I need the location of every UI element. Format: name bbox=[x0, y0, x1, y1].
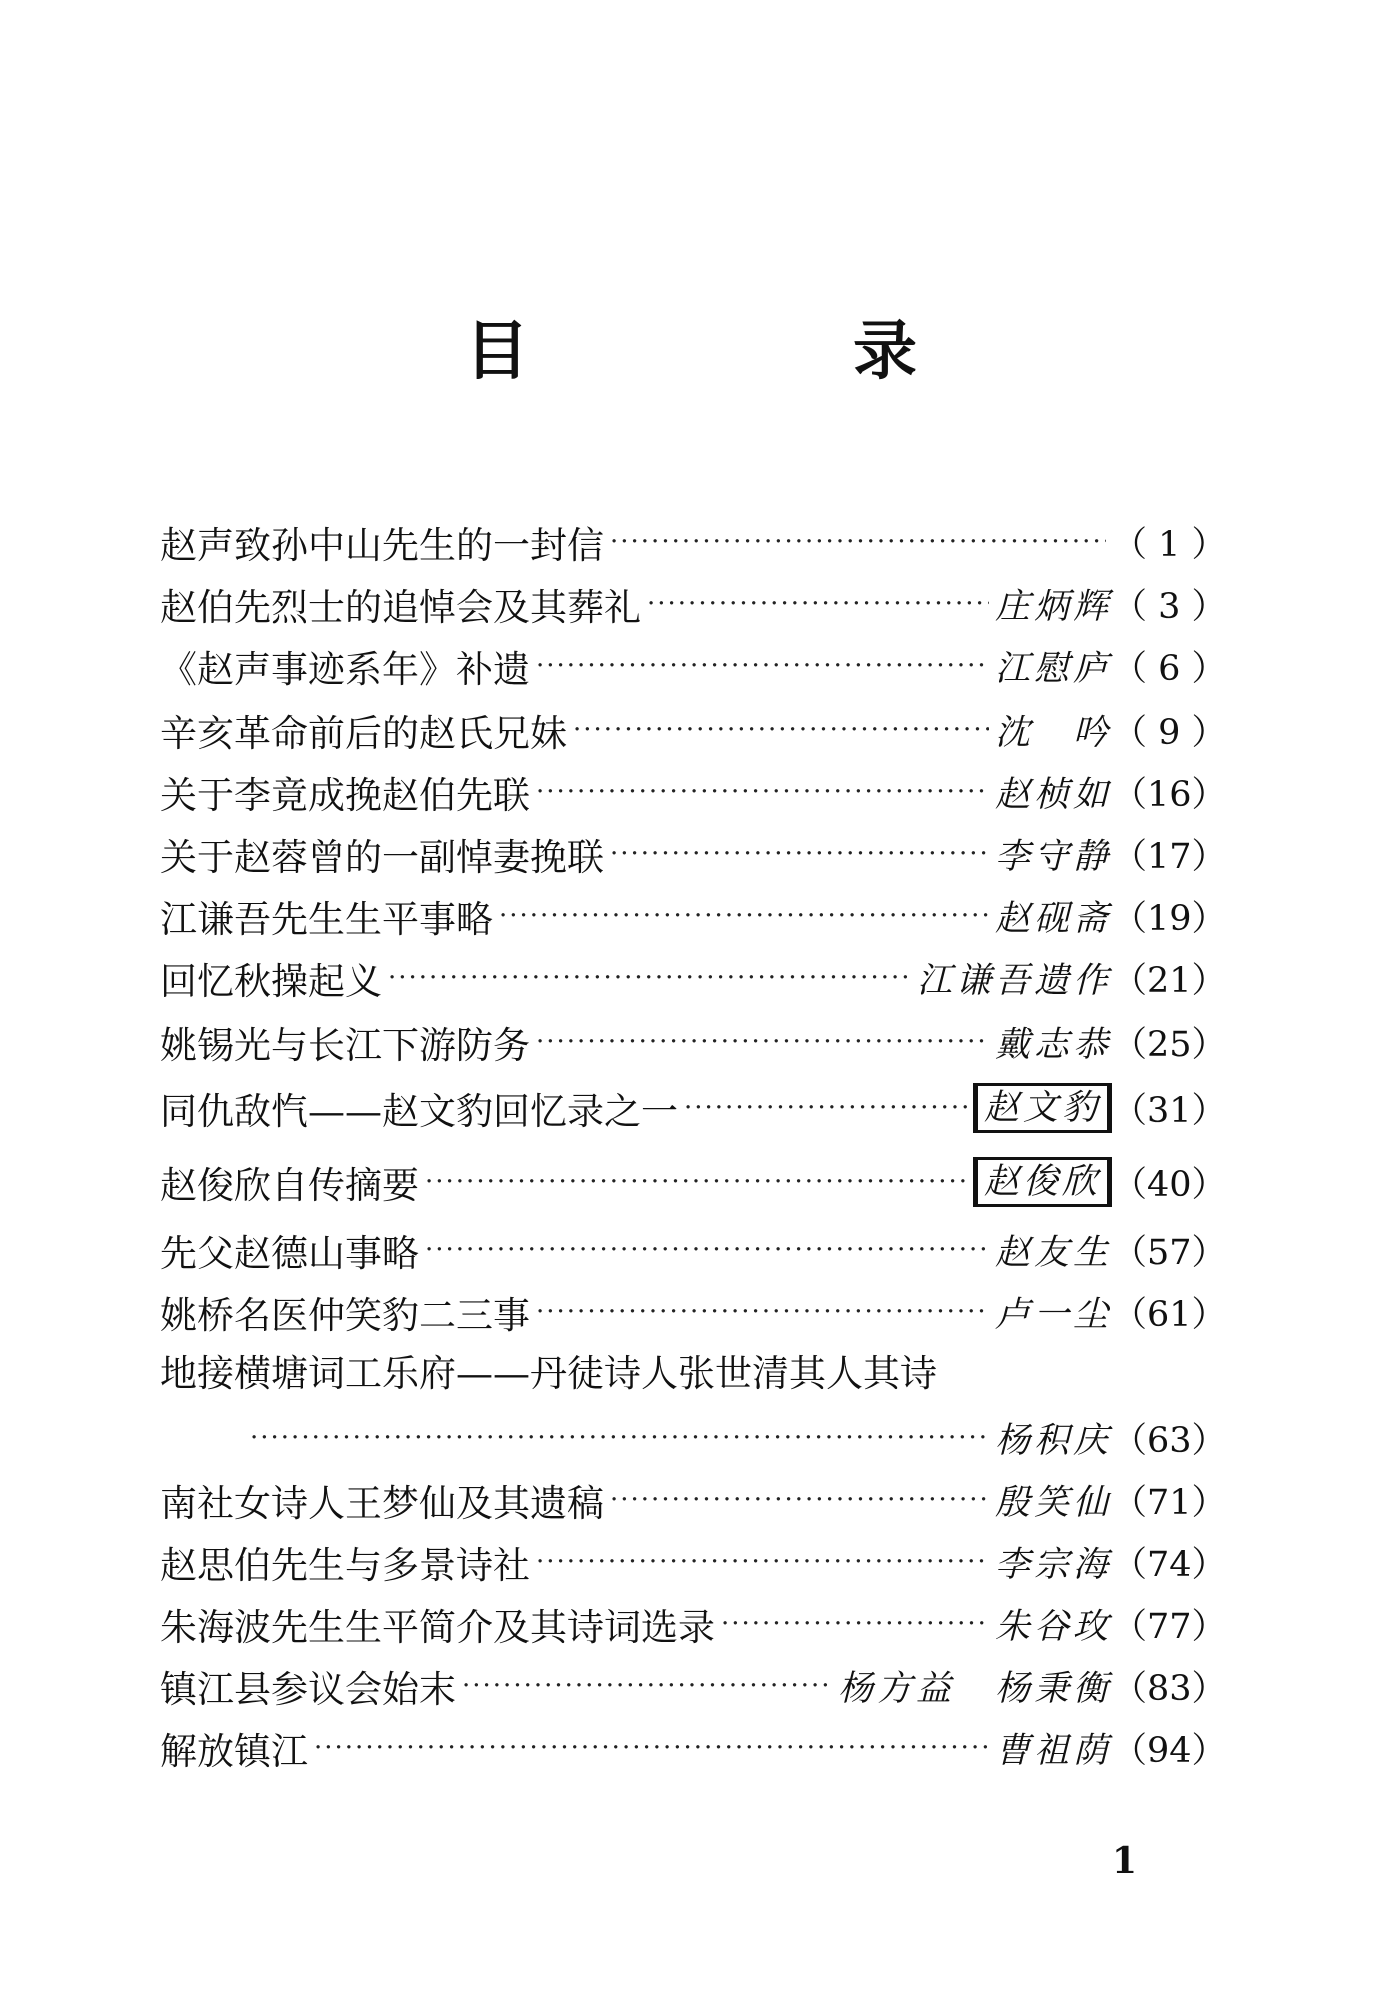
toc-entry-page: （ 9 ） bbox=[1112, 713, 1227, 753]
toc-entry-title: 南社女诗人王梦仙及其遗稿 bbox=[160, 1482, 604, 1525]
toc-entry[interactable] bbox=[160, 514, 1227, 570]
leader-dots bbox=[536, 1297, 989, 1327]
toc-entry-page: （25） bbox=[1112, 1025, 1227, 1065]
toc-entry-author: 殷笑仙 bbox=[994, 1483, 1112, 1523]
toc-entry-page: （16） bbox=[1112, 775, 1227, 815]
leader-dots bbox=[610, 1485, 989, 1515]
toc-entry[interactable] bbox=[160, 1410, 1227, 1466]
toc-entry-title: 回忆秋操起义 bbox=[160, 960, 382, 1003]
toc-entry-author: 赵砚斋 bbox=[994, 899, 1112, 939]
page-title: 目 录 bbox=[465, 314, 1047, 389]
toc-entry[interactable] bbox=[160, 764, 1227, 820]
toc-entry[interactable] bbox=[160, 950, 1227, 1006]
toc-entry-author: 杨积庆 bbox=[994, 1421, 1112, 1461]
leader-dots bbox=[684, 1093, 967, 1123]
toc-entry-author: 庄炳辉 bbox=[994, 587, 1112, 627]
toc-entry[interactable] bbox=[160, 1080, 1227, 1136]
toc-entry-author: 朱谷玫 bbox=[994, 1607, 1112, 1647]
toc-entry-title: 姚桥名医仲笑豹二三事 bbox=[160, 1294, 530, 1337]
toc-entry-title: 同仇敌忾——赵文豹回忆录之一 bbox=[160, 1090, 678, 1133]
leader-dots bbox=[721, 1609, 989, 1639]
leader-dots bbox=[499, 901, 989, 931]
leader-dots bbox=[536, 1027, 989, 1057]
leader-dots bbox=[573, 715, 989, 745]
leader-dots bbox=[425, 1235, 989, 1265]
toc-entry-author: 曹祖荫 bbox=[994, 1731, 1112, 1771]
toc-entry[interactable] bbox=[160, 1222, 1227, 1278]
toc-entry-author: 卢一尘 bbox=[994, 1295, 1112, 1335]
toc-entry-title: 镇江县参议会始末 bbox=[160, 1668, 456, 1711]
toc-entry-author: 江谦吾遗作 bbox=[916, 961, 1112, 1001]
toc-entry-author: 李守静 bbox=[994, 837, 1112, 877]
toc-entry[interactable] bbox=[160, 1534, 1227, 1590]
leader-dots bbox=[536, 777, 989, 807]
toc-entry[interactable] bbox=[160, 1596, 1227, 1652]
toc-entry[interactable] bbox=[160, 1284, 1227, 1340]
page-number: 1 bbox=[1112, 1840, 1138, 1882]
toc-entry-title: 江谦吾先生生平事略 bbox=[160, 898, 493, 941]
toc-entry-author: 杨方益 bbox=[837, 1669, 955, 1709]
leader-dots bbox=[610, 839, 989, 869]
leader-dots bbox=[610, 527, 1106, 557]
toc-entry-author: 戴志恭 bbox=[994, 1025, 1112, 1065]
toc-entry[interactable] bbox=[160, 702, 1227, 758]
leader-dots bbox=[536, 651, 989, 681]
toc-entry[interactable] bbox=[160, 576, 1227, 632]
toc-entry-page: （74） bbox=[1112, 1545, 1227, 1585]
toc-entry-author: 赵桢如 bbox=[994, 775, 1112, 815]
toc-entry[interactable] bbox=[160, 1154, 1227, 1210]
toc-entry-page: （21） bbox=[1112, 961, 1227, 1001]
toc-entry[interactable] bbox=[160, 1658, 1227, 1714]
toc-entry-title: 赵思伯先生与多景诗社 bbox=[160, 1544, 530, 1587]
toc-entry-author-boxed: 赵文豹 bbox=[973, 1083, 1112, 1133]
toc-entry-title: 辛亥革命前后的赵氏兄妹 bbox=[160, 712, 567, 755]
toc-entry-title-long[interactable]: 地接横塘词工乐府——丹徒诗人张世清其人其诗 bbox=[160, 1352, 937, 1395]
toc-entry[interactable] bbox=[160, 1014, 1227, 1070]
toc-entry-page: （71） bbox=[1112, 1483, 1227, 1523]
toc-entry-page: （61） bbox=[1112, 1295, 1227, 1335]
toc-entry-author-boxed: 赵俊欣 bbox=[973, 1157, 1112, 1207]
toc-entry-page: （ 1 ） bbox=[1112, 525, 1227, 565]
toc-entry-author: 江慰庐 bbox=[994, 649, 1112, 689]
toc-entry-title: 关于李竟成挽赵伯先联 bbox=[160, 774, 530, 817]
leader-dots bbox=[462, 1671, 832, 1701]
leader-dots bbox=[536, 1547, 989, 1577]
leader-dots bbox=[647, 589, 989, 619]
toc-entry-page: （17） bbox=[1112, 837, 1227, 877]
toc-entry-author-2: 杨秉衡 bbox=[994, 1669, 1112, 1709]
toc-entry[interactable] bbox=[160, 1720, 1227, 1776]
toc-entry-author: 沈 吟 bbox=[994, 713, 1112, 753]
toc-entry-page: （77） bbox=[1112, 1607, 1227, 1647]
toc-entry-page: （40） bbox=[1112, 1165, 1227, 1205]
toc-entry-author: 赵友生 bbox=[994, 1233, 1112, 1273]
toc-entry[interactable] bbox=[160, 826, 1227, 882]
toc-entry-title: 关于赵蓉曾的一副悼妻挽联 bbox=[160, 836, 604, 879]
toc-entry-title: 赵伯先烈士的追悼会及其葬礼 bbox=[160, 586, 641, 629]
toc-entry[interactable] bbox=[160, 638, 1227, 694]
toc-entry-title: 先父赵德山事略 bbox=[160, 1232, 419, 1275]
toc-entry-title: 解放镇江 bbox=[160, 1730, 308, 1773]
toc-entry-title: 赵声致孙中山先生的一封信 bbox=[160, 524, 604, 567]
leader-dots bbox=[250, 1423, 989, 1453]
toc-entry-page: （94） bbox=[1112, 1731, 1227, 1771]
leader-dots bbox=[388, 963, 911, 993]
toc-entry[interactable] bbox=[160, 888, 1227, 944]
toc-entry-page: （ 3 ） bbox=[1112, 587, 1227, 627]
toc-entry-page: （19） bbox=[1112, 899, 1227, 939]
leader-dots bbox=[314, 1733, 989, 1763]
toc-entry-page: （83） bbox=[1112, 1669, 1227, 1709]
toc-entry-page: （57） bbox=[1112, 1233, 1227, 1273]
toc-entry-title: 《赵声事迹系年》补遗 bbox=[160, 648, 530, 691]
toc-entry-title: 姚锡光与长江下游防务 bbox=[160, 1024, 530, 1067]
toc-entry-page: （ 6 ） bbox=[1112, 649, 1227, 689]
toc-entry-title: 赵俊欣自传摘要 bbox=[160, 1164, 419, 1207]
leader-dots bbox=[425, 1167, 967, 1197]
toc-entry[interactable] bbox=[160, 1472, 1227, 1528]
toc-entry-title: 朱海波先生生平简介及其诗词选录 bbox=[160, 1606, 715, 1649]
toc-entry-page: （31） bbox=[1112, 1091, 1227, 1131]
toc-entry-author: 李宗海 bbox=[994, 1545, 1112, 1585]
toc-entry-page: （63） bbox=[1112, 1421, 1227, 1461]
